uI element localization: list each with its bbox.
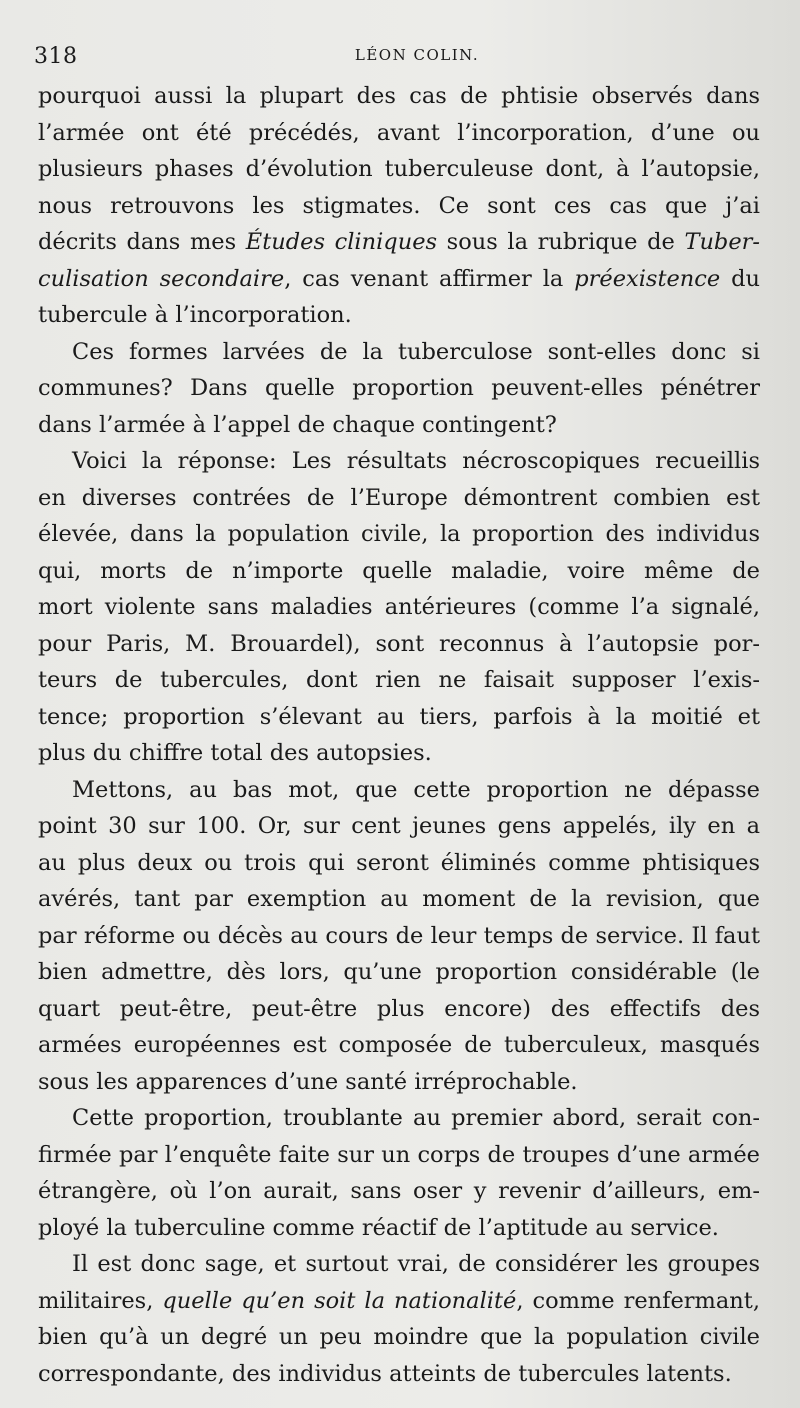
text-line	[38, 589, 760, 626]
text-run: étrangère, où l’on aurait, sans oser y revenir d’ailleurs, em-	[38, 1178, 760, 1204]
text-line	[38, 370, 760, 407]
text-run: armées européennes est composée de tuberculeux, masqués	[38, 1032, 760, 1058]
paragraph	[38, 1246, 760, 1392]
text-run: bien qu’à un degré un peu moindre que la population civile	[38, 1324, 760, 1350]
text-run: du	[720, 265, 761, 292]
text-run: l’armée ont été précédés, avant l’incorporation, d’une ou	[38, 119, 760, 146]
text-line	[38, 1319, 760, 1356]
italic-text-run: préexistence	[574, 265, 721, 292]
text-run: en diverses contrées de l’Europe démontrent combien est	[38, 484, 760, 511]
text-run: décrits dans mes	[38, 229, 246, 255]
text-run: teurs de tubercules, dont rien ne faisait supposer l’exis-	[38, 667, 760, 693]
body-text	[38, 78, 760, 1392]
text-run: sous les apparences d’une santé irréprochable.	[38, 1068, 578, 1095]
text-line	[38, 1027, 760, 1064]
paragraph	[38, 772, 760, 1101]
text-line	[38, 808, 760, 845]
text-run: par réforme ou décès au cours de leur temps de service. Il faut	[38, 922, 760, 949]
text-line	[38, 151, 760, 188]
text-run: point 30 sur 100. Or, sur cent jeunes gens appelés, ily en a	[38, 813, 760, 839]
paragraph	[38, 78, 760, 334]
text-line	[38, 735, 760, 772]
text-line	[38, 772, 760, 809]
text-line	[38, 991, 760, 1028]
text-line	[38, 334, 760, 371]
text-run: firmée par l’enquête faite sur un corps de troupes d’une armée	[38, 1141, 760, 1168]
text-line	[38, 662, 760, 699]
text-line	[38, 1210, 760, 1247]
page-header	[34, 40, 760, 76]
text-run: nous retrouvons les stigmates. Ce sont ces cas que j’ai	[38, 192, 760, 219]
text-run: mort violente sans maladies antérieures (comme l’a signalé,	[38, 594, 760, 620]
text-run: pour Paris, M. Brouardel), sont reconnus à l’autopsie por-	[38, 630, 760, 657]
text-line	[38, 1173, 760, 1210]
text-run: sous la rubrique de	[437, 229, 685, 255]
italic-text-run: quelle qu’en soit la nationalité	[162, 1287, 517, 1314]
text-line	[38, 1100, 760, 1137]
paragraph	[38, 334, 760, 444]
text-line	[38, 954, 760, 991]
text-line	[38, 1283, 760, 1320]
text-line	[38, 553, 760, 590]
text-line	[38, 115, 760, 152]
text-run: qui, morts de n’importe quelle maladie, voire même de	[38, 557, 760, 584]
text-line	[38, 297, 760, 334]
text-line	[38, 224, 760, 261]
running-head: LÉON COLIN.	[354, 46, 480, 64]
text-run: plus du chiffre total des autopsies.	[38, 740, 432, 766]
text-run: avérés, tant par exemption au moment de la revision, que	[38, 886, 760, 912]
text-run: Ces formes larvées de la tuberculose sont-elles donc si	[72, 338, 760, 365]
italic-text-run: Tuber-	[684, 229, 761, 255]
text-line	[38, 845, 760, 882]
text-line	[38, 918, 760, 955]
text-line	[38, 1137, 760, 1174]
text-run: plusieurs phases d’évolution tuberculeuse dont, à l’autopsie,	[38, 156, 760, 182]
text-run: Cette proportion, troublante au premier abord, serait con-	[72, 1105, 760, 1131]
text-run: quart peut-être, peut-être plus encore) des effectifs des	[38, 995, 760, 1022]
text-line	[38, 1246, 760, 1283]
text-run: tubercule à l’incorporation.	[38, 302, 352, 328]
italic-text-run: Études cliniques	[245, 229, 438, 255]
text-run: , comme renfermant,	[516, 1287, 760, 1314]
text-line	[38, 407, 760, 444]
text-line	[38, 1064, 760, 1101]
text-line	[38, 78, 760, 115]
text-run: communes? Dans quelle proportion peuvent-elles pénétrer	[38, 375, 760, 401]
text-line	[38, 516, 760, 553]
text-run: Voici la réponse: Les résultats nécroscopiques recueillis	[72, 448, 760, 474]
text-run: dans l’armée à l’appel de chaque contingent?	[38, 411, 557, 438]
text-run: ployé la tuberculine comme réactif de l’aptitude au service.	[38, 1214, 719, 1241]
text-line	[38, 699, 760, 736]
text-run: tence; proportion s’élevant au tiers, parfois à la moitié et	[38, 703, 760, 730]
text-run: militaires,	[38, 1287, 163, 1314]
text-line	[38, 881, 760, 918]
italic-text-run: culisation secondaire	[38, 265, 285, 292]
paragraph	[38, 443, 760, 772]
text-line	[38, 1356, 760, 1393]
text-run: bien admettre, dès lors, qu’une proportion considérable (le	[38, 959, 760, 985]
text-run: pourquoi aussi la plupart des cas de phtisie observés dans	[38, 83, 760, 109]
text-run: élevée, dans la population civile, la proportion des individus	[38, 521, 760, 547]
paragraph	[38, 1100, 760, 1246]
text-run: correspondante, des individus atteints de tubercules latents.	[38, 1360, 732, 1387]
text-run: Il est donc sage, et surtout vrai, de considérer les groupes	[72, 1251, 760, 1277]
text-line	[38, 261, 760, 298]
text-run: Mettons, au bas mot, que cette proportion ne dépasse	[72, 776, 760, 803]
text-run: au plus deux ou trois qui seront éliminés comme phtisiques	[38, 849, 760, 876]
page-number: 318	[34, 44, 78, 69]
text-line	[38, 626, 760, 663]
text-line	[38, 480, 760, 517]
text-run: , cas venant affirmer la	[284, 265, 575, 292]
text-line	[38, 443, 760, 480]
text-line	[38, 188, 760, 225]
